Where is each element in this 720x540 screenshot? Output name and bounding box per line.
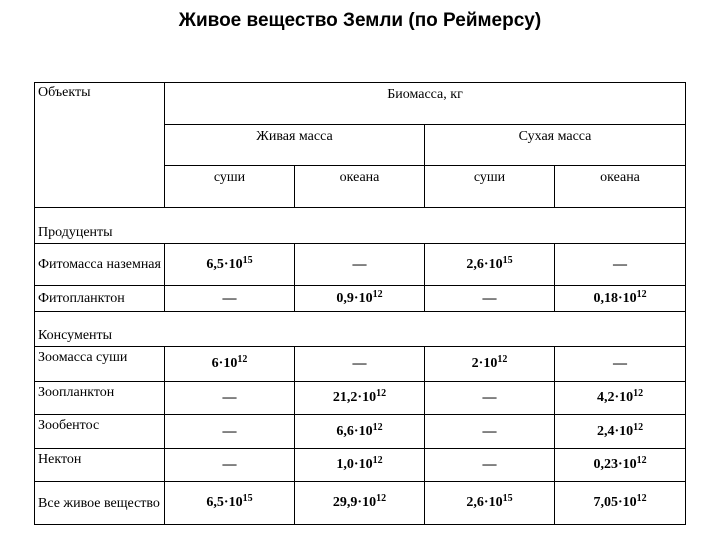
header-dry-ocean: океана: [555, 166, 686, 208]
value-cell: [165, 286, 295, 312]
value-exponent: 12: [497, 354, 508, 365]
table-row-total: [35, 482, 686, 525]
table-row: [35, 449, 686, 482]
value-exponent: 15: [242, 493, 253, 504]
value-mantissa: 6,6·10: [336, 423, 373, 439]
value-cell: [425, 415, 555, 449]
section-producers: Продуценты: [35, 208, 686, 244]
value-cell: [295, 449, 425, 482]
row-label: Нектон: [35, 449, 165, 482]
value-exponent: 15: [502, 254, 513, 266]
header-live-mass: Живая масса: [165, 125, 425, 166]
row-label: Все живое вещество: [35, 482, 165, 525]
value-exponent: 15: [242, 254, 253, 266]
table-row: [35, 382, 686, 415]
header-objects: Объекты: [35, 83, 165, 208]
value-mantissa: 2,6·10: [466, 495, 503, 510]
header-dry-mass: Сухая масса: [425, 125, 686, 166]
table-row: [35, 347, 686, 382]
value-exponent: 12: [237, 354, 248, 365]
value-mantissa: 2,4·10: [596, 423, 634, 439]
value-cell: [555, 347, 686, 382]
value-text: —: [482, 457, 497, 472]
value-exponent: 12: [372, 421, 383, 433]
value-cell: [555, 482, 686, 525]
value-cell: [425, 347, 555, 382]
value-mantissa: 6,5·10: [206, 495, 243, 510]
value-cell: [425, 482, 555, 525]
value-cell: [295, 347, 425, 382]
value-cell: [555, 286, 686, 312]
row-label: Зоопланктон: [35, 382, 165, 415]
value-text: —: [613, 256, 628, 272]
value-cell: [295, 286, 425, 312]
value-text: —: [482, 423, 497, 439]
table-row: [35, 415, 686, 449]
value-mantissa: 7,05·10: [593, 495, 637, 510]
value-text: —: [352, 256, 367, 272]
value-mantissa: 4,2·10: [596, 390, 634, 405]
value-exponent: 12: [372, 288, 383, 300]
row-label: Фитомасса наземная: [35, 244, 165, 286]
value-text: —: [222, 390, 237, 405]
value-exponent: 12: [376, 388, 387, 399]
header-dry-land: суши: [425, 166, 555, 208]
value-text: —: [222, 290, 237, 306]
value-mantissa: 21,2·10: [332, 390, 377, 405]
value-cell: [165, 449, 295, 482]
value-mantissa: 0,9·10: [336, 290, 373, 306]
value-exponent: 12: [636, 288, 647, 300]
value-mantissa: 2,6·10: [466, 256, 503, 272]
value-exponent: 12: [636, 455, 647, 466]
section-consumers: Консументы: [35, 312, 686, 347]
row-label: Фитопланктон: [35, 286, 165, 312]
value-mantissa: 2·10: [471, 356, 498, 371]
header-row-1: [35, 83, 686, 125]
value-exponent: 12: [372, 455, 383, 466]
value-mantissa: 1,0·10: [336, 457, 373, 472]
section-row-producers: [35, 208, 686, 244]
value-exponent: 12: [636, 493, 647, 504]
value-cell: [165, 347, 295, 382]
page-title: Живое вещество Земли (по Реймерсу): [178, 10, 542, 31]
value-text: —: [222, 423, 237, 439]
value-cell: [555, 449, 686, 482]
value-cell: [425, 286, 555, 312]
biomass-table: [34, 82, 686, 525]
table-row: [35, 244, 686, 286]
value-mantissa: 0,23·10: [593, 457, 637, 472]
value-text: —: [222, 457, 237, 472]
header-biomass: Биомасса, кг: [165, 83, 686, 125]
table-row: [35, 286, 686, 312]
value-cell: [295, 415, 425, 449]
value-mantissa: 29,9·10: [332, 495, 377, 510]
value-mantissa: 0,18·10: [593, 290, 637, 306]
value-text: —: [613, 356, 628, 371]
value-mantissa: 6·10: [211, 356, 238, 371]
value-cell: [555, 244, 686, 286]
value-cell: [295, 482, 425, 525]
value-exponent: 12: [633, 421, 644, 433]
value-cell: [295, 382, 425, 415]
header-live-land: суши: [165, 166, 295, 208]
value-cell: [295, 244, 425, 286]
value-cell: [555, 382, 686, 415]
header-live-ocean: океана: [295, 166, 425, 208]
value-exponent: 15: [502, 493, 513, 504]
value-exponent: 12: [633, 388, 644, 399]
value-exponent: 12: [376, 493, 387, 504]
value-cell: [425, 449, 555, 482]
value-cell: [165, 382, 295, 415]
value-text: —: [482, 390, 497, 405]
value-cell: [425, 382, 555, 415]
value-cell: [425, 244, 555, 286]
value-text: —: [352, 356, 367, 371]
value-text: —: [482, 290, 497, 306]
section-row-consumers: [35, 312, 686, 347]
value-cell: [165, 415, 295, 449]
row-label: Зоомасса суши: [35, 347, 165, 382]
value-cell: [165, 482, 295, 525]
value-cell: [165, 244, 295, 286]
value-mantissa: 6,5·10: [206, 256, 243, 272]
row-label: Зообентос: [35, 415, 165, 449]
value-cell: [555, 415, 686, 449]
